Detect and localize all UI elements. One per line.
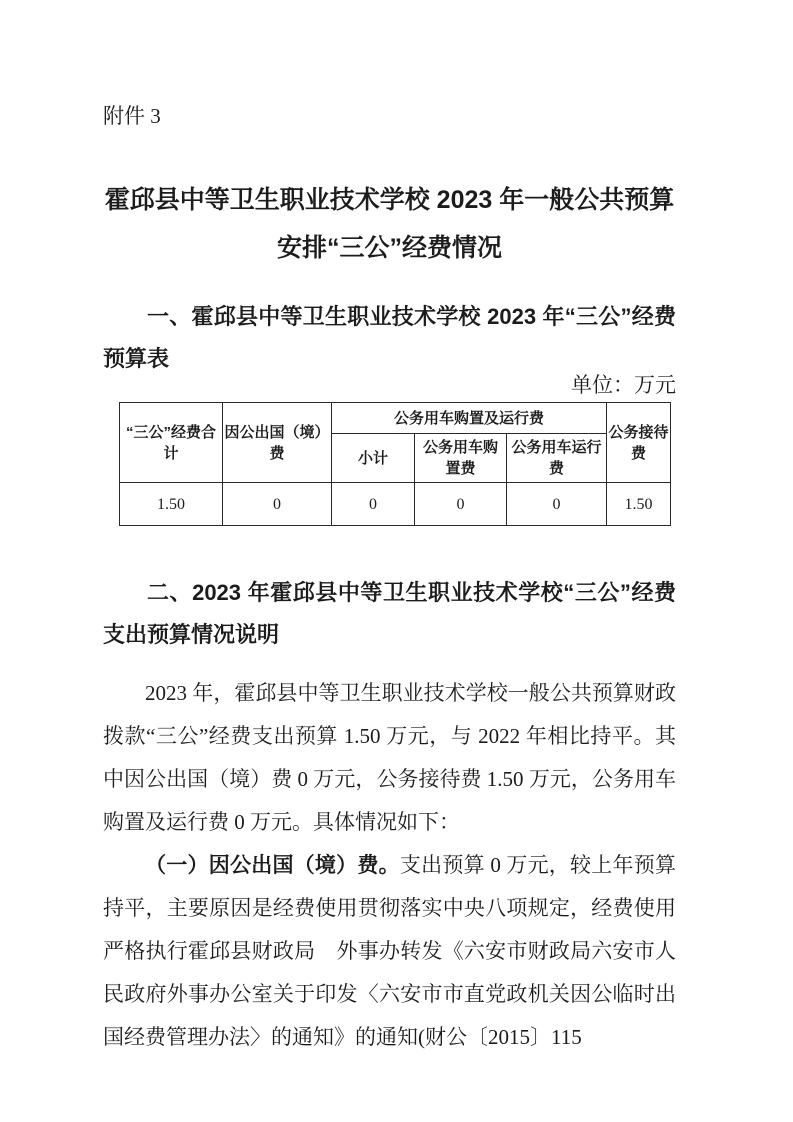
section2-heading: 二、2023 年霍邱县中等卫生职业技术学校“三公”经费支出预算情况说明 [103, 580, 676, 647]
table-header-total: “三公”经费合计 [120, 403, 223, 483]
table-cell-vehicle-subtotal: 0 [332, 483, 415, 526]
table-cell-total: 1.50 [120, 483, 223, 526]
paragraph-abroad [103, 844, 676, 1059]
paragraph-abroad-body: 支出预算 0 万元，较上年预算持平，主要原因是经费使用贯彻落实中央八项规定，经费使用严格执行霍邱县财政局 外事办转发《六安市财政局六安市人民政府外事办公室关于印发〈六安市市直党政机关因公临时出国经费管理办法〉的通知》的通知(财公〔2015〕115 [103, 853, 677, 1049]
table-header-abroad: 因公出国（境）费 [223, 403, 332, 483]
paragraph-abroad-lead: （一）因公出国（境）费。 [145, 854, 400, 877]
table-header-reception: 公务接待费 [607, 403, 671, 483]
table-cell-vehicle-purchase: 0 [415, 483, 507, 526]
document-title-line2: 安排“三公”经费情况 [276, 234, 502, 262]
document-title [103, 176, 676, 272]
table-cell-vehicle-operation: 0 [507, 483, 607, 526]
table-data-row [120, 483, 671, 526]
table-header-vehicle-operation: 公务用车运行费 [507, 434, 607, 483]
attachment-label: 附件 3 [103, 104, 161, 128]
table-cell-reception: 1.50 [607, 483, 671, 526]
budget-table [119, 402, 671, 526]
section1-heading: 一、霍邱县中等卫生职业技术学校 2023 年“三公”经费预算表 [103, 304, 676, 371]
table-header-vehicle-group: 公务用车购置及运行费 [332, 403, 607, 434]
table-header-group-row [120, 403, 671, 434]
document-title-line1: 霍邱县中等卫生职业技术学校 2023 年一般公共预算 [104, 186, 675, 214]
table-header-vehicle-subtotal: 小计 [332, 434, 415, 483]
unit-label: 单位：万元 [571, 373, 676, 397]
paragraph-overview: 2023 年，霍邱县中等卫生职业技术学校一般公共预算财政拨款“三公”经费支出预算 1.50 万元，与 2022 年相比持平。其中因公出国（境）费 0 万元，公务接待费 1.50 万元，公务用车购置及运行费 0 万元。具体情况如下： [103, 681, 676, 834]
table-header-vehicle-purchase: 公务用车购置费 [415, 434, 507, 483]
table-cell-abroad: 0 [223, 483, 332, 526]
document-content [103, 103, 676, 1059]
